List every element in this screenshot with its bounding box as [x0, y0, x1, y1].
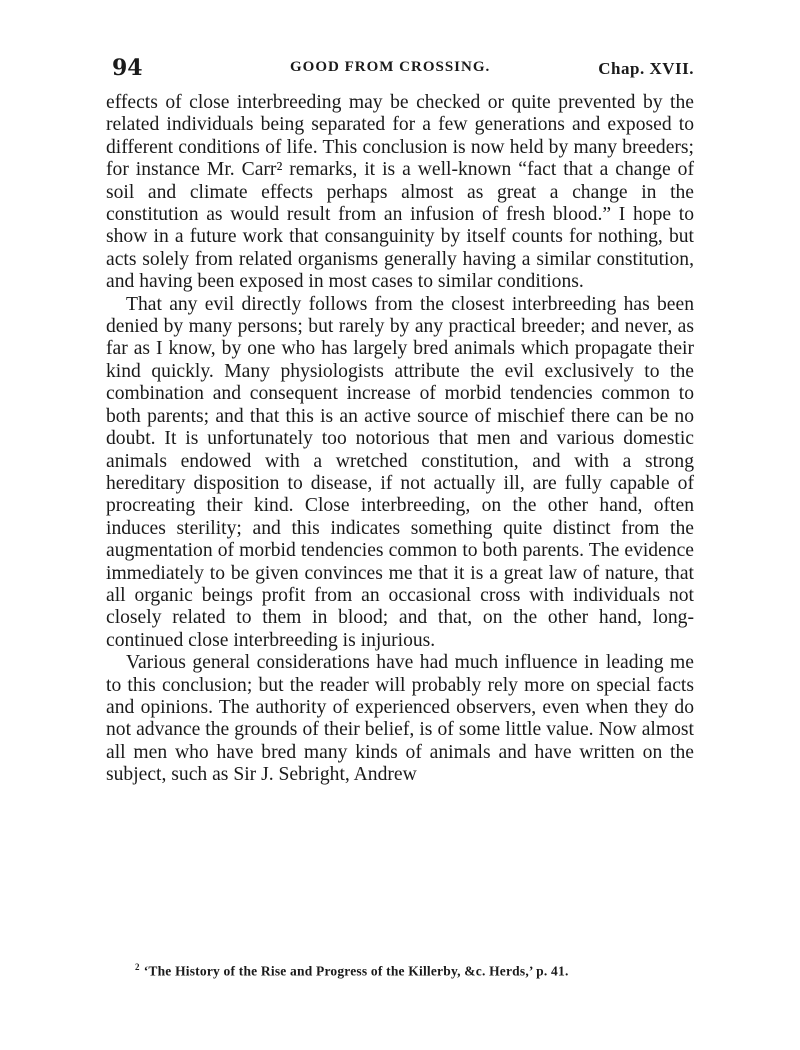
page-header: [112, 55, 694, 83]
page-number: 94: [112, 55, 143, 81]
running-title: GOOD FROM CROSSING.: [290, 59, 491, 75]
paragraph-2: That any evil directly follows from the closest interbreeding has been denied by many persons; but rarely by any practical breeder; and never, as far as I know, by one who has largely bred animals which propagate their kind quickly. Many physiologists attribute the evil exclusively to the combination and consequent increase of morbid tendencies common to both parents; and that this is an active source of mischief there can be no doubt. It is unfortunately too notorious that men and various domestic animals endowed with a wretched constitution, and with a strong hereditary disposition to disease, if not actually ill, are fully capable of procreating their kind. Close interbreeding, on the other hand, often induces sterility; and this indicates something quite distinct from the augmentation of morbid tendencies common to both parents. The evidence immediately to be given convinces me that it is a great law of nature, that all organic beings profit from an occasional cross with individuals not closely related to them in blood; and that, on the other hand, long-continued close interbreeding is injurious.: [106, 293, 694, 651]
body-text: [106, 92, 694, 787]
footnote: [135, 962, 715, 980]
footnote-mark: 2: [135, 962, 140, 972]
paragraph-3: Various general considerations have had much influence in leading me to this conclusion; but the reader will probably rely more on special facts and opinions. The authority of experienced observers, even when they do not advance the grounds of their belief, is of some little value. Now almost all men who have bred many kinds of animals and have written on the subject, such as Sir J. Sebright, Andrew: [106, 652, 694, 786]
footnote-text: ‘The History of the Rise and Progress of the Killerby, &c. Herds,’ p. 41.: [143, 963, 569, 979]
chapter-label: Chap. XVII.: [598, 59, 694, 78]
paragraph-1: effects of close interbreeding may be checked or quite prevented by the related individuals being separated for a few generations and exposed to different conditions of life. This conclusion is now held by many breeders; for instance Mr. Carr² remarks, it is a well-known “fact that a change of soil and climate effects perhaps almost as great a change in the constitution as would result from an infusion of fresh blood.” I hope to show in a future work that consanguinity by itself counts for nothing, but acts solely from related organisms generally having a similar constitution, and having been exposed in most cases to similar conditions.: [106, 92, 694, 293]
